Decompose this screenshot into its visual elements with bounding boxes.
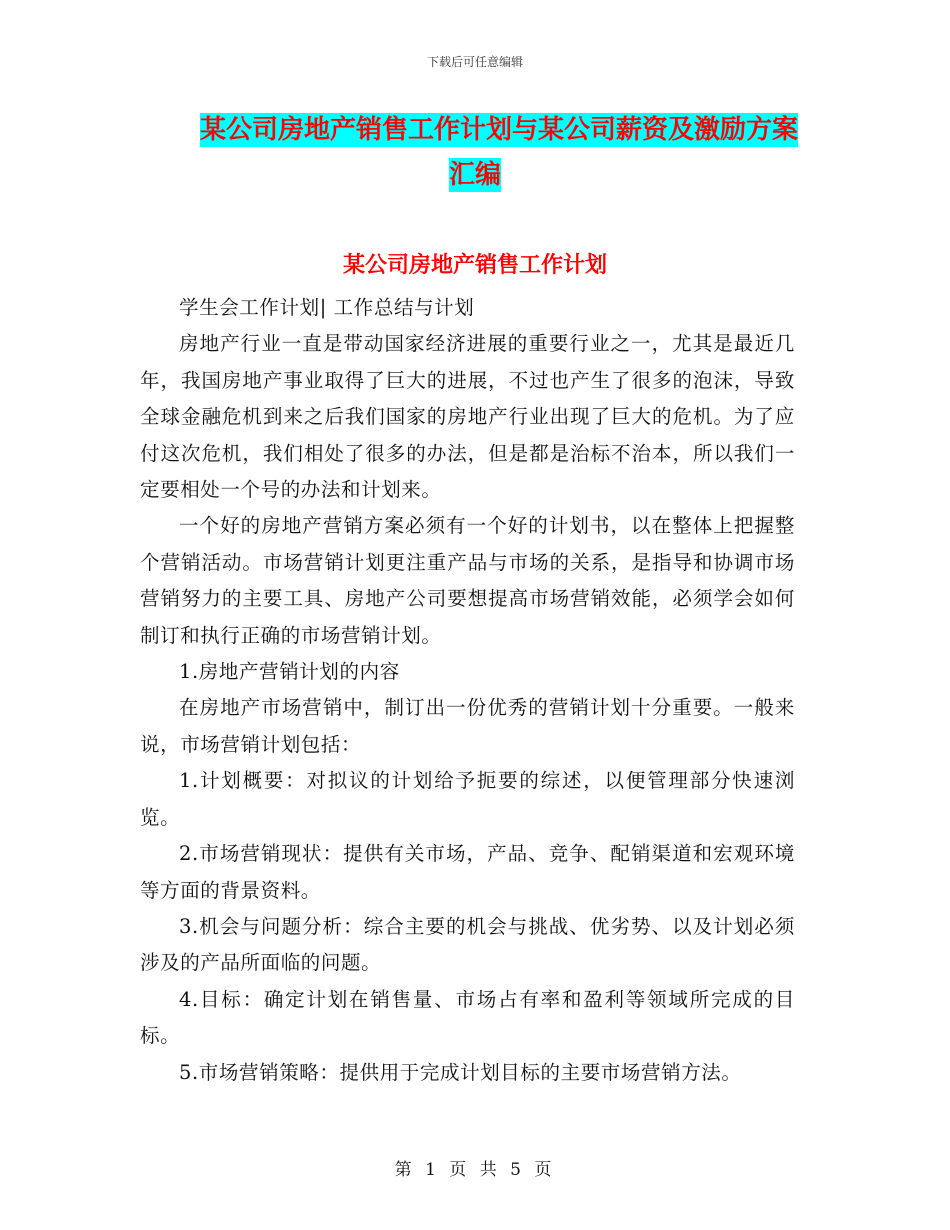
document-body: [140, 290, 795, 1091]
paragraph: 3.机会与问题分析：综合主要的机会与挑战、优劣势、以及计划必须涉及的产品所面临的问题。: [140, 914, 795, 975]
paragraph: 学生会工作计划| 工作总结与计划: [179, 296, 475, 319]
paragraph: 2.市场营销现状：提供有关市场，产品、竞争、配销渠道和宏观环境等方面的背景资料。: [140, 842, 795, 902]
page-footer: 第 1 页 共 5 页: [394, 1160, 556, 1180]
paragraph: 1.计划概要：对拟议的计划给予扼要的综述，以便管理部分快速浏览。: [140, 769, 795, 829]
paragraph: 房地产行业一直是带动国家经济进展的重要行业之一，尤其是最近几年，我国房地产事业取得了巨大的进展，不过也产生了很多的泡沫，导致全球金融危机到来之后我们国家的房地产行业出现了巨大的危机。为了应付这次危机，我们相处了很多的办法，但是都是治标不治本，所以我们一定要相处一个号的办法和计划来。: [140, 332, 795, 502]
main-title-line-1: [0, 112, 950, 148]
paragraph: 一个好的房地产营销方案必须有一个好的计划书，以在整体上把握整个营销活动。市场营销计划更注重产品与市场的关系，是指导和协调市场营销努力的主要工具、房地产公司要想提高市场营销效能，必须学会如何制订和执行正确的市场营销计划。: [140, 514, 795, 647]
paragraph: 在房地产市场营销中，制订出一份优秀的营销计划十分重要。一般来说，市场营销计划包括：: [140, 696, 795, 756]
main-title-text-1: 某公司房地产销售工作计划与某公司薪资及激励方案: [199, 115, 798, 145]
header-note: 下载后可任意编辑: [426, 55, 523, 69]
paragraph: 1.房地产营销计划的内容: [179, 660, 400, 684]
paragraph: 5.市场营销策略：提供用于完成计划目标的主要市场营销方法。: [179, 1060, 742, 1084]
paragraph: 4.目标：确定计划在销售量、市场占有率和盈利等领域所完成的目标。: [140, 987, 795, 1048]
section-title: 某公司房地产销售工作计划: [342, 253, 607, 278]
main-title-text-2: 汇编: [448, 160, 501, 190]
main-title-line-2: [0, 157, 950, 193]
